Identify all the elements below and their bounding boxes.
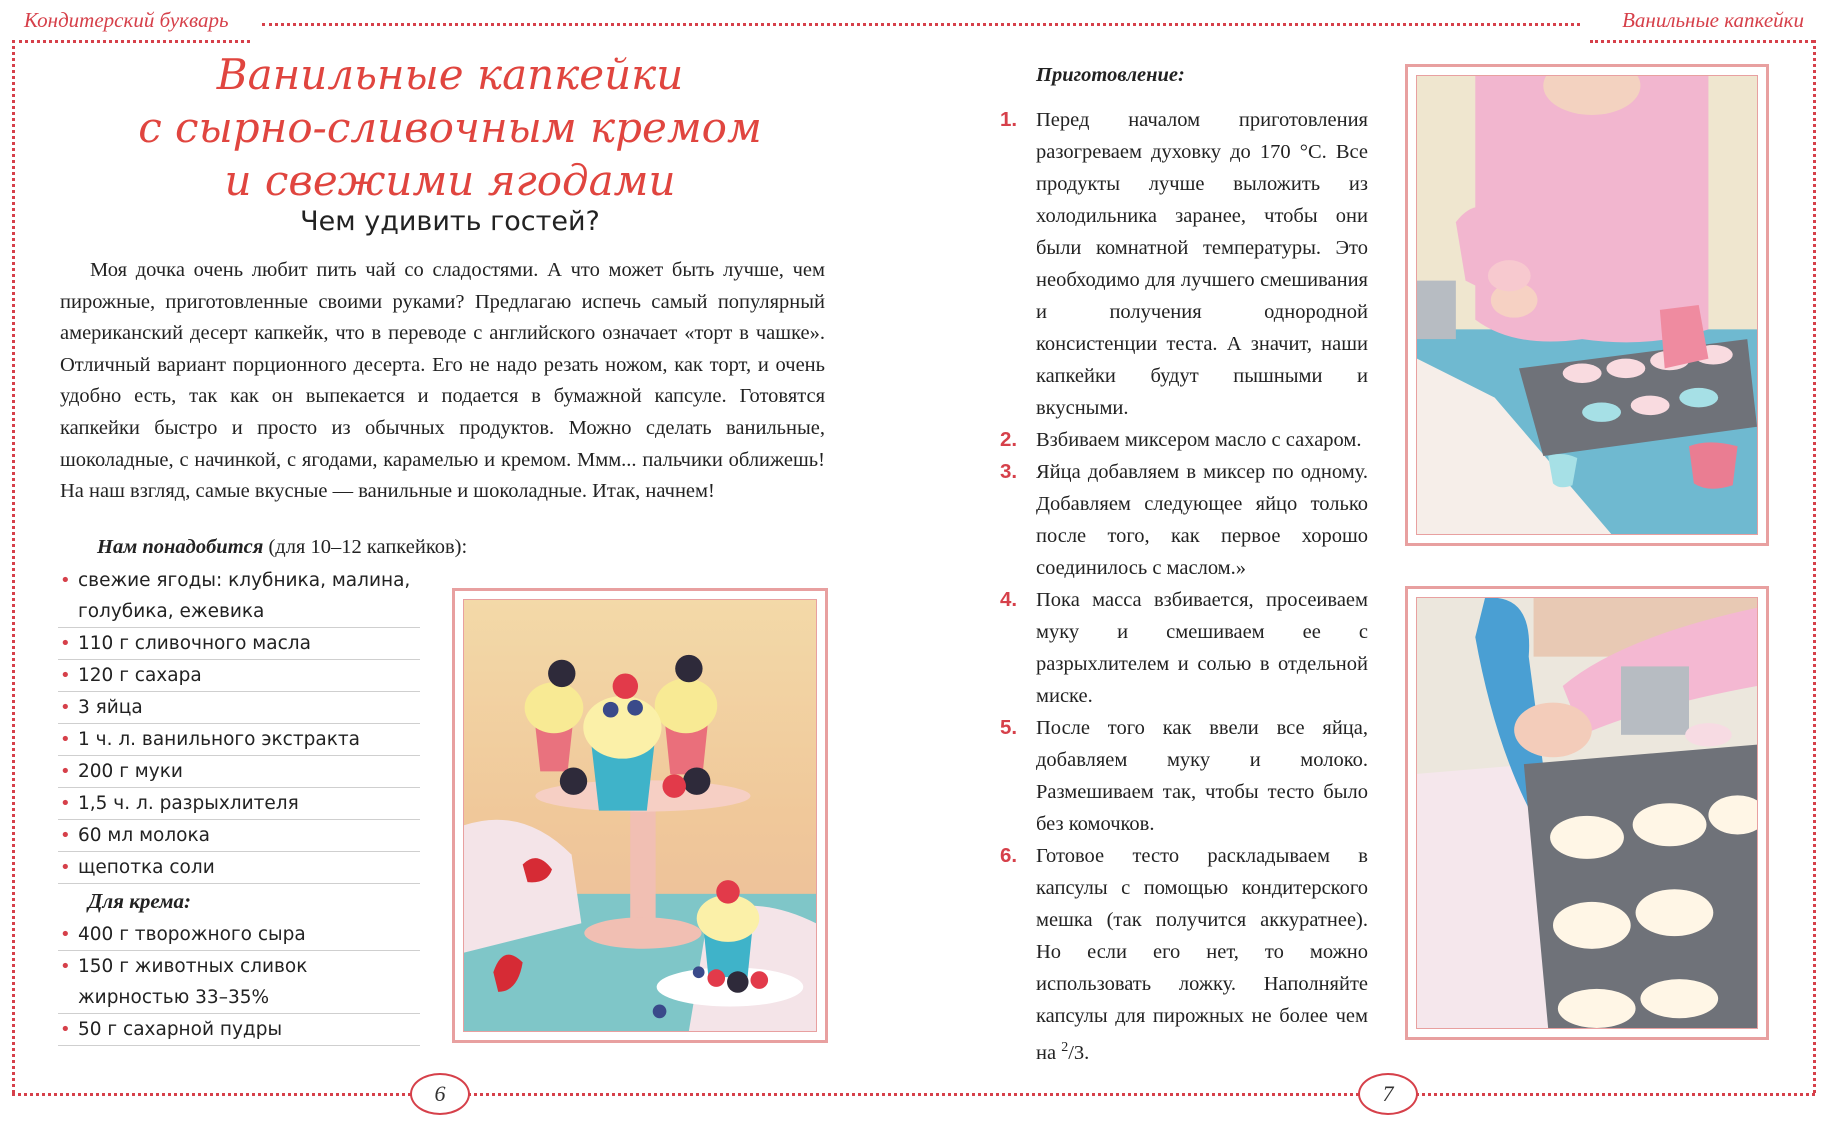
running-header-right: Ванильные капкейки	[1622, 8, 1804, 32]
ingredient-item: • свежие ягоды: клубника, малина, голубика, ежевика	[58, 565, 420, 628]
cream-item: • 400 г творожного сыра	[58, 919, 420, 951]
left-frame-top	[12, 40, 250, 43]
step-item	[1000, 424, 1368, 456]
ingredients-heading-label: Нам понадобится	[97, 536, 264, 558]
cupcakes-illustration	[464, 600, 816, 1031]
step-text: Перед началом приготовления разогреваем духовку до 170 °С. Все продукты лучше выложить из холодильника заранее, чтобы они были комнатной температуры. Это необходимо для лучшего смешивания и получения однородной консистенции теста. А значит, наши капкейки будут пышными и вкусными.	[1036, 109, 1368, 419]
ingredient-item: • 110 г сливочного масла	[58, 628, 420, 660]
title-line-1: Ванильные капкейки	[216, 50, 684, 99]
step-number: 1.	[1000, 108, 1018, 131]
step-text: Готовое тесто раскладываем в капсулы с помощью кондитерского мешка (так получится аккуратнее). Но если его нет, то можно использовать ложку. Наполняйте капсулы для пирожных не более чем на	[1036, 845, 1368, 1064]
title-line-2: с сырно-сливочным кремом	[138, 103, 762, 152]
step-number: 4.	[1000, 588, 1018, 611]
step-item	[1000, 712, 1368, 840]
step-item	[1000, 584, 1368, 712]
running-header-left: Кондитерский букварь	[24, 8, 229, 32]
fraction-denominator: /3	[1068, 1041, 1085, 1064]
cupcakes-photo	[452, 588, 828, 1043]
step-text: Яйца добавляем в миксер по одному. Добавляем следующее яйцо только после того, как первое хорошо соединилось с маслом.»	[1036, 461, 1368, 579]
step-number: 5.	[1000, 716, 1018, 739]
footer-dotted-line	[12, 1093, 1815, 1096]
liners-illustration	[1417, 76, 1757, 534]
piping-illustration	[1417, 598, 1757, 1028]
ingredient-item: • 1,5 ч. л. разрыхлителя	[58, 788, 420, 820]
step-item	[1000, 104, 1368, 424]
cream-item: • 50 г сахарной пудры	[58, 1014, 420, 1046]
step-item	[1000, 456, 1368, 584]
step-item	[1000, 840, 1368, 1069]
ingredient-item: • 1 ч. л. ванильного экстракта	[58, 724, 420, 756]
ingredient-item: • щепотка соли	[58, 852, 420, 884]
recipe-subtitle: Чем удивить гостей?	[300, 206, 600, 237]
step-number: 3.	[1000, 460, 1018, 483]
recipe-title	[120, 48, 780, 207]
step-number: 6.	[1000, 844, 1018, 867]
cream-list	[58, 919, 420, 1046]
cream-heading: Для крема:	[88, 889, 192, 913]
step-text: После того как ввели все яйца, добавляем муку и молоко. Размешиваем так, чтобы тесто было без комочков.	[1036, 717, 1368, 835]
step-text: Пока масса взбивается, просеиваем муку и смешиваем ее с разрыхлителем и солью в отдельной миске.	[1036, 589, 1368, 707]
right-frame-top	[1590, 40, 1814, 43]
page-number-right: 7	[1358, 1073, 1418, 1115]
liners-photo	[1405, 64, 1769, 546]
step-end: .	[1084, 1041, 1090, 1064]
step-text: Взбиваем миксером масло с сахаром.	[1036, 429, 1362, 451]
intro-paragraph: Моя дочка очень любит пить чай со сладостями. А что может быть лучше, чем пирожные, приготовленные своими руками? Предлагаю испечь самый популярный американский десерт капкейк, что в переводе с английского означает «торт в чашке». Отличный вариант порционного десерта. Его не надо резать ножом, как торт, и очень удобно есть, так как он выпекается и подается в бумажной капсуле. Готовятся капкейки быстро и просто из обычных продуктов. Можно сделать ванильные, шоколадные, с начинкой, с ягодами, карамелью и кремом. Ммм... пальчики оближешь! На наш взгляд, самые вкусные — ванильные и шоколадные. Итак, начнем!	[60, 259, 825, 503]
step-number: 2.	[1000, 428, 1018, 451]
left-frame-line	[12, 40, 15, 1093]
ingredients-list	[58, 565, 420, 884]
right-frame-line	[1813, 40, 1816, 1093]
ingredients-heading-note: (для 10–12 капкейков):	[263, 536, 468, 558]
cream-item: • 150 г животных сливок жирностью 33–35%	[58, 951, 420, 1014]
ingredient-item: • 3 яйца	[58, 692, 420, 724]
piping-photo	[1405, 586, 1769, 1040]
ingredient-item: • 60 мл молока	[58, 820, 420, 852]
page-number-left: 6	[410, 1073, 470, 1115]
preparation-heading: Приготовление:	[1036, 64, 1185, 86]
title-line-3: и свежими ягодами	[224, 156, 676, 205]
ingredients-heading	[97, 536, 467, 559]
ingredient-item: • 120 г сахара	[58, 660, 420, 692]
preparation-steps	[1000, 104, 1368, 1069]
ingredient-item: • 200 г муки	[58, 756, 420, 788]
fraction-numerator: 2	[1061, 1040, 1069, 1055]
header-dotted-line	[262, 23, 1580, 26]
